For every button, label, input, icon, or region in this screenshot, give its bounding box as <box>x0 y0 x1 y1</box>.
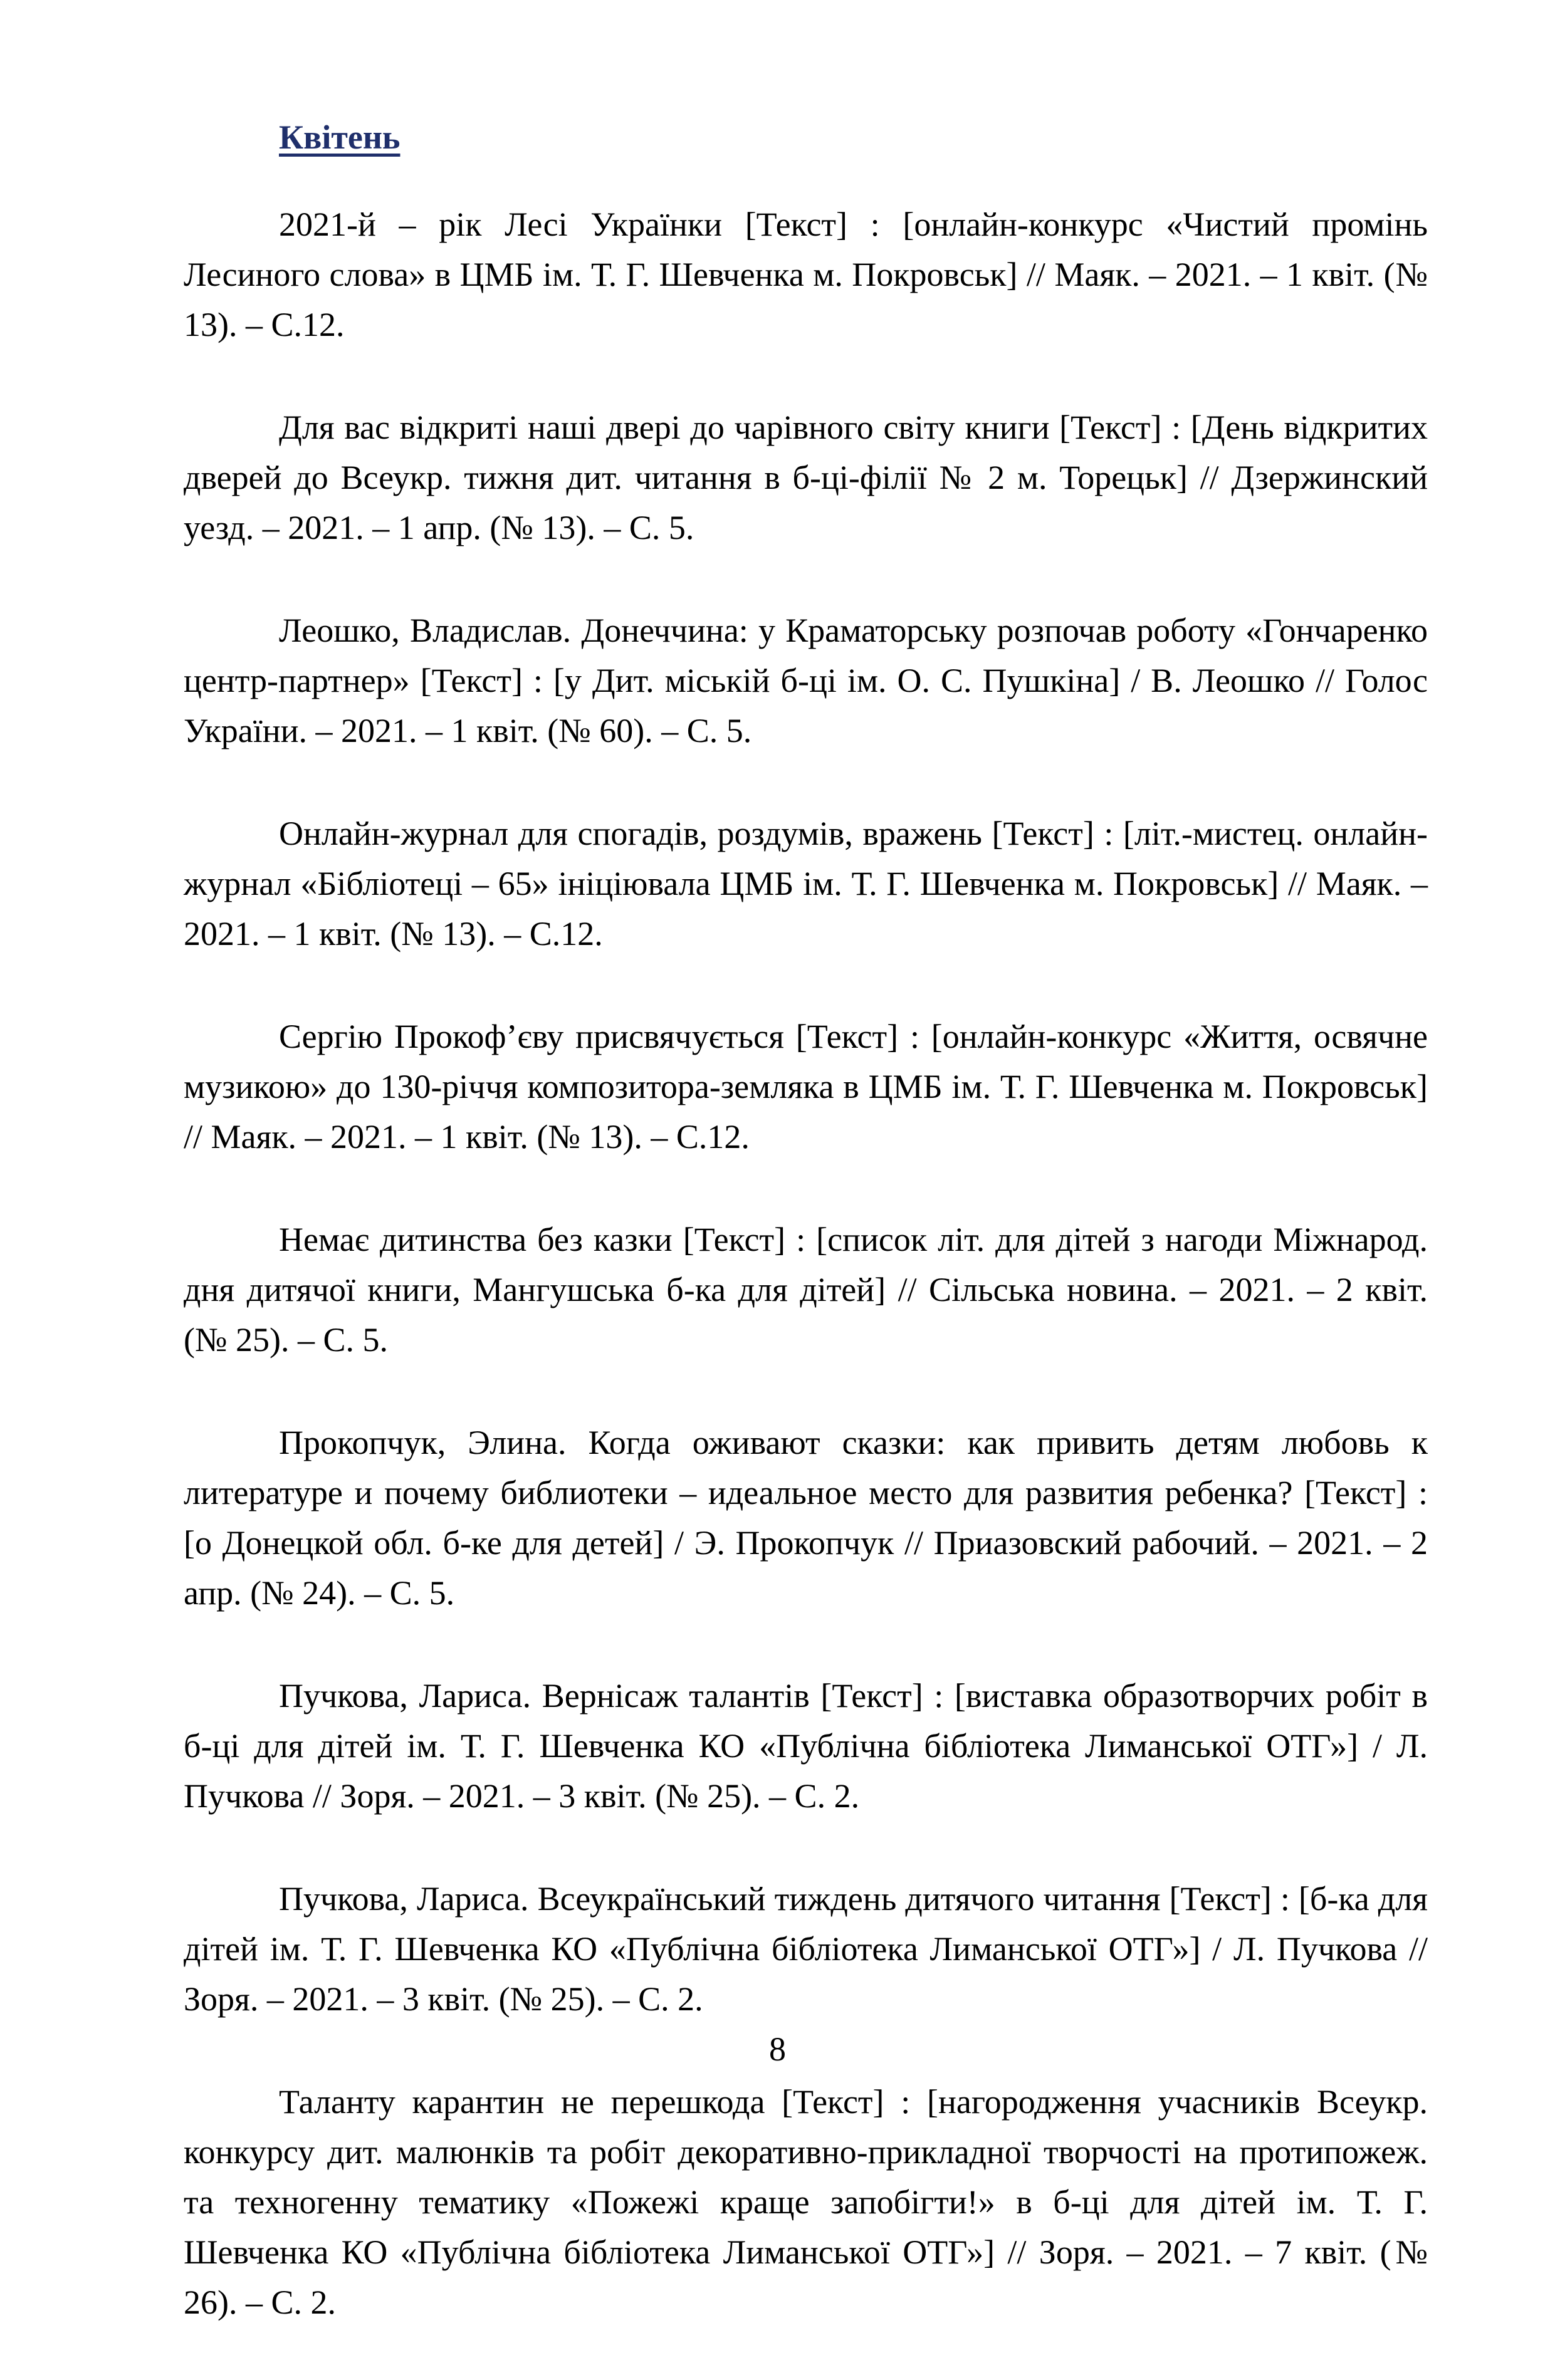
bibliography-entry: Немає дитинства без казки [Текст] : [список літ. для дітей з нагоди Міжнарод. дня дитячої книги, Мангушська б-ка для дітей] // Сільська новина. – 2021. – 2 квіт. (№ 25). – С. 5. <box>184 1221 1428 1359</box>
page-number: 8 <box>769 2030 786 2068</box>
bibliography-entry: Прокопчук, Элина. Когда оживают сказки: как привить детям любовь к литературе и почему библиотеки – идеальное место для развития ребенка? [Текст] : [о Донецкой обл. б-ке для детей] / Э. Прокопчук // Приазовский рабочий. – 2021. – 2 апр. (№ 24). – С. 5. <box>184 1424 1428 1612</box>
section-heading: Квітень <box>279 118 401 156</box>
bibliography-entry: Пучкова, Лариса. Всеукраїнський тиждень дитячого читання [Текст] : [б-ка для дітей ім. Т. Г. Шевченка КО «Публічна бібліотека Лиманської ОТГ»] / Л. Пучкова // Зоря. – 2021. – 3 квіт. (№ 25). – С. 2. <box>184 1880 1428 2018</box>
bibliography-entry: Таланту карантин не перешкода [Текст] : [нагородження учасників Всеукр. конкурсу дит. малюнків та робіт декоративно-прикладної творчості на протипожеж. та техногенну тематику «Пожежі краще запобігти!» в б-ці для дітей ім. Т. Г. Шевченка КО «Публічна бібліотека Лиманської ОТГ»] // Зоря. – 2021. – 7 квіт. (№ 26). – С. 2. <box>184 2083 1428 2321</box>
bibliography-entry: 2021-й – рік Лесі Українки [Текст] : [онлайн-конкурс «Чистий промінь Лесиного слова» в ЦМБ ім. Т. Г. Шевченка м. Покровськ] // Маяк. – 2021. – 1 квіт. (№ 13). – С.12. <box>184 206 1428 343</box>
bibliography-entry: Онлайн-журнал для спогадів, роздумів, вражень [Текст] : [літ.-мистец. онлайн-журнал «Бібліотеці – 65» ініціювала ЦМБ ім. Т. Г. Шевченка м. Покровськ] // Маяк. – 2021. – 1 квіт. (№ 13). – С.12. <box>184 815 1428 953</box>
bibliography-entry: Леошко, Владислав. Донеччина: у Краматорську розпочав роботу «Гончаренко центр-партнер» [Текст] : [у Дит. міській б-ці ім. О. С. Пушкіна] / В. Леошко // Голос України. – 2021. – 1 квіт. (№ 60). – С. 5. <box>184 612 1428 749</box>
bibliography-entry: Пучкова, Лариса. Вернісаж талантів [Текст] : [виставка образотворчих робіт в б-ці для дітей ім. Т. Г. Шевченка КО «Публічна бібліотека Лиманської ОТГ»] / Л. Пучкова // Зоря. – 2021. – 3 квіт. (№ 25). – С. 2. <box>184 1677 1428 1815</box>
bibliography-entry: Для вас відкриті наші двері до чарівного світу книги [Текст] : [День відкритих дверей до Всеукр. тижня дит. читання в б-ці-філії № 2 м. Торецьк] // Дзержинский уезд. – 2021. – 1 апр. (№ 13). – С. 5. <box>184 409 1428 546</box>
bibliography-entry: Сергію Прокоф’єву присвячується [Текст] : [онлайн-конкурс «Життя, освячне музикою» до 130-річчя композитора-земляка в ЦМБ ім. Т. Г. Шевченка м. Покровськ] // Маяк. – 2021. – 1 квіт. (№ 13). – С.12. <box>184 1018 1428 1156</box>
